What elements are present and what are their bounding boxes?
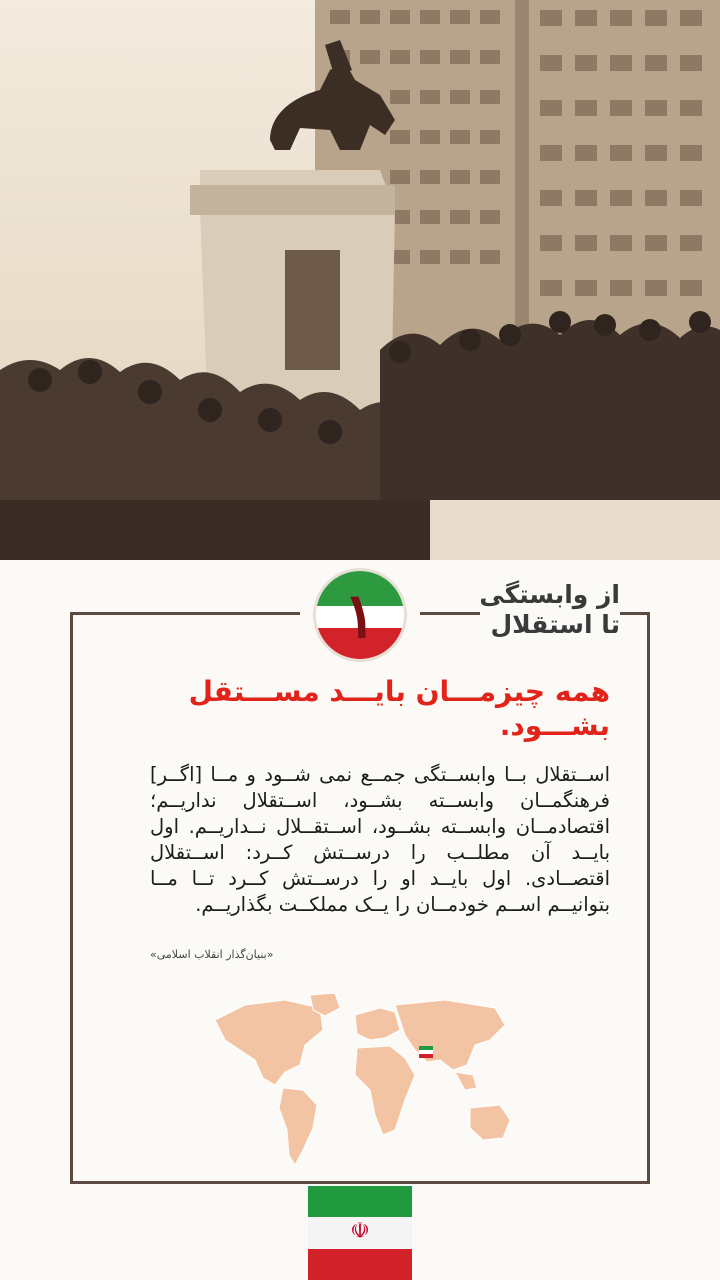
quote-body: اســتقلال بــا وابســتگی جمــع نمی شــود و مــا [اگــر] فرهنگمــان وابســته بشــود، اســتقلال نداریــم؛ اقتصادمــان وابســته بشــود، اســتقــلال نــداریــم. اول بایــد آن مطلــب را درســتش کــرد: اســتقلال اقتصــادی. اول بایــد او را درســتش کــرد تــا مــا بتوانیــم اســم خودمــان را یــک مملکــت بگذاریــم. [150, 763, 610, 916]
emblem-icon: ☫ [350, 1219, 370, 1245]
iran-flag-icon [308, 1186, 412, 1280]
quote-source: «بنیان‌گذار انقلاب اسلامی» [150, 948, 274, 961]
series-title-line2: تا استقلال [490, 610, 620, 639]
badge-number: ۱ [343, 579, 377, 652]
world-map-icon [205, 990, 525, 1170]
iran-highlight-icon [419, 1046, 433, 1058]
headline: همه چیزمـــان بایـــد مســـتقل بشـــود. [188, 675, 610, 742]
number-badge [313, 568, 407, 662]
header-photo [0, 0, 720, 560]
series-title-line1: از وابستگی [479, 580, 620, 609]
series-title [400, 580, 620, 640]
protest-photo-illustration [0, 0, 720, 560]
